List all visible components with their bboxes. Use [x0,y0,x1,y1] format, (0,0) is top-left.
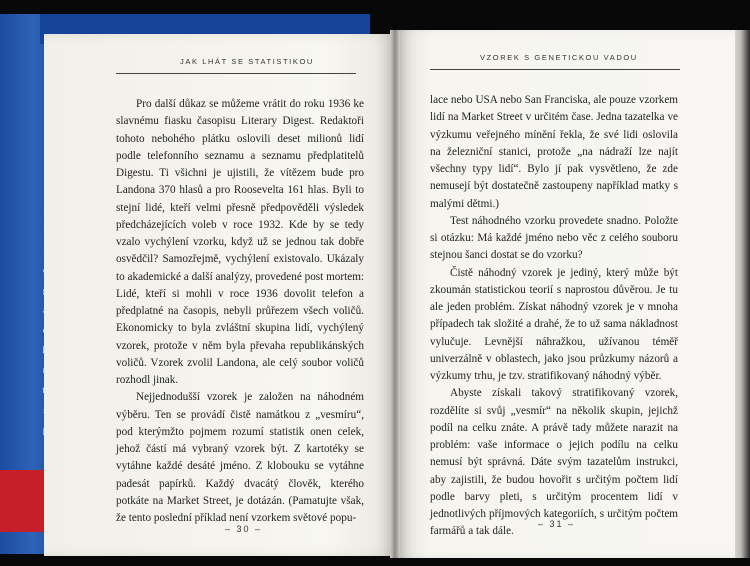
book-gutter [390,30,400,558]
right-header-rule [430,69,680,70]
page-stack-edge [735,30,750,558]
right-paragraph-2: Test náhodného vzorku provedete snadno. Položte si otázku: Má každé jméno nebo věc z celého souboru stejnou šanci dostat se do vzorku? [430,214,678,262]
left-running-head: JAK LHÁT SE STATISTIKOU [180,57,314,66]
right-paragraph-1: lace nebo USA nebo San Franciska, ale pouze vzorkem lidí na Market Street v určitém čase. Jedna tazatelka ve výzkumu veřejného mínění řekla, že své lidi oslovila na železniční stanici, protože „na nádraží lze najít všechny typy lidí“. Bylo jí pak vysvětleno, že zde nemusejí být dostatečně zastoupeny například matky s malými dětmi.) [430,94,678,210]
left-page-number: – 30 – [225,524,263,534]
right-paragraph-4: Abyste získali takový stratifikovaný vzorek, rozdělíte si svůj „vesmír“ na několik skupin, jejichž podíl na celku znáte. A právě tady můžete narazit na problém: vaše informace o jejich podílu na celku nemusí být správná. Dáte svým tazatelům instrukci, aby zajistili, že budou hovořit s určitým počtem lidí podle barvy pleti, s určitým procentem lidí v jednotlivých příjmových kategoriích, s určitým počtem farmářů a tak dále. [430,387,678,538]
left-header-rule [116,73,356,74]
left-paragraph-1: Pro další důkaz se můžeme vrátit do roku 1936 ke slavnému fiasku časopisu Literary Digest. Redaktoři tohoto nebohého plátku oslovili deset milionů lidí podle telefonního seznamu a seznamu předplatitelů Digestu. Ti všichni je ujistili, že vítězem bude pro Landona 370 hlasů a pro Roosevelta 161 hlas. Byli to stejní lidé, kteří velmi přesně předpověděli výsledek předcházejících voleb v roce 1932. Kde by se tedy vzalo vychýlení vzorku, když už se jednou tak dobře osvědčil? Samozřejmě, vychýlení existovalo. Ukázaly to akademické a další analýzy, provedené post mortem: Lidé, kteří si mohli v roce 1936 dovolit telefon a předplatné na časopis, nebyli průřezem všech voličů. Ekonomicky to byla zvláštní skupina lidí, vychýlený vzorek, protože v něm byla převaha republikánských voličů. Vzorek zvolil Landona, ale celý soubor voličů rozhodl jinak. [116,98,364,386]
left-body-text [116,96,364,527]
right-running-head: VZOREK S GENETICKOU VADOU [480,53,638,62]
right-body-text [430,92,678,541]
left-paragraph-2: Nejjednodušší vzorek je založen na náhodném výběru. Ten se provádí čistě namátkou z „vesmíru“, pod kterýmžto pojmem rozumí statistik onen celek, jehož částí má vybraný vzorek být. Z kartotéky se vytáhne každé desáté jméno. Z klobouku se vytáhne padesát papírků. Každý dvacátý člověk, kterého potkáte na Market Street, je dotázán. (Pamatujte však, že tento poslední příklad není vzorkem světové popu- [116,391,364,524]
right-paragraph-3: Čistě náhodný vzorek je jediný, který může být zkoumán statistickou teorií s naprostou důvěrou. Je tu ale jeden problém. Získat náhodný vzorek je v mnoha případech tak složité a drahé, že to už sama nákladnost vylučuje. Levnější náhražkou, užívanou téměř univerzálně v oblastech, jako jsou průzkumy názorů a výzkumy trhu, je tzv. stratifikovaný náhodný výběr. [430,266,678,382]
book-cover-red-stripe [0,470,48,532]
right-page-number: – 31 – [538,519,576,529]
